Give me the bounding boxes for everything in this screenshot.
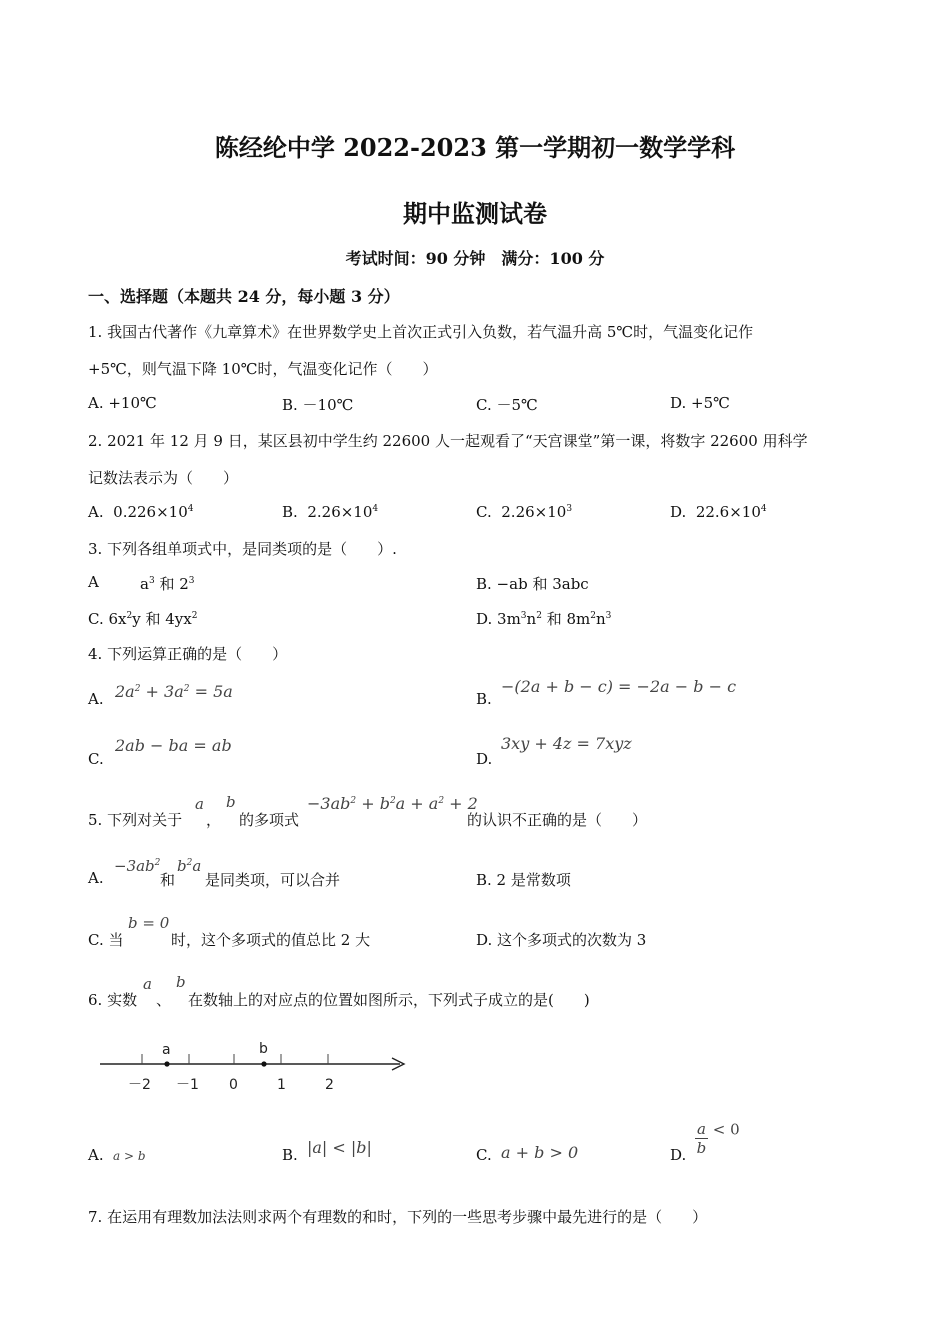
q2-option-c: C. $2.26\times 10^3$	[476, 503, 573, 521]
q3-option-d: D. $3m^3n^2$ 和 $8m^2n^3$	[476, 610, 612, 628]
q3-option-c: C. $6x^2y$ 和 $4yx^2$	[88, 610, 198, 628]
q1-option-c: C. －5℃	[476, 396, 538, 414]
q5-option-a-suffix: 是同类项，可以合并	[205, 871, 341, 889]
q3-option-a: $a^3$ 和 $2^3$	[140, 575, 195, 593]
q4-option-b-label: B.	[476, 690, 492, 708]
q6-option-d-label: D.	[670, 1146, 687, 1164]
q6-var-b: b	[176, 973, 186, 991]
q1-option-b: B. －10℃	[282, 396, 354, 414]
q5-option-a-expr2: $b^2a$	[177, 857, 202, 875]
q6-stem-suffix: 在数轴上的对应点的位置如图所示，下列式子成立的是( )	[188, 991, 590, 1009]
q1-stem-line2: +5℃，则气温下降 10℃时，气温变化记作（ ）	[88, 360, 438, 378]
q4-option-c-expr: 2ab − ba = ab	[115, 736, 232, 755]
q5-option-a-label: A.	[88, 869, 104, 887]
q6-option-d-expr: $\frac{a}{b}$ < 0	[696, 1120, 740, 1157]
tick-label: 2	[325, 1077, 334, 1093]
q1-stem-line1: 1. 我国古代著作《九章算术》在世界数学史上首次正式引入负数，若气温升高 5℃时，气温变化记作	[88, 323, 754, 341]
point-b-label: b	[259, 1041, 268, 1057]
q4-option-b-expr: −(2a + b − c) = −2a − b − c	[501, 677, 737, 696]
q4-option-a-expr: $2a^2 + 3a^2 = 5a$	[115, 682, 233, 701]
tick-label: 1	[277, 1077, 286, 1093]
q6-option-a-label: A.	[88, 1146, 104, 1164]
q7-stem: 7. 在运用有理数加法法则求两个有理数的和时，下列的一些思考步骤中最先进行的是（ ）	[88, 1208, 708, 1226]
q3-option-b: B. −ab 和 3abc	[476, 575, 589, 593]
point-b	[261, 1061, 266, 1066]
q5-polynomial: $-3ab^2 + b^2a + a^2 + 2$	[307, 794, 478, 813]
q4-stem: 4. 下列运算正确的是（ ）	[88, 645, 288, 663]
q6-option-c-label: C.	[476, 1146, 492, 1164]
q5-var-b: b	[226, 793, 236, 811]
exam-info: 考试时间：90 分钟 满分：100 分	[345, 249, 605, 268]
q5-stem-mid: 的多项式	[239, 811, 300, 829]
q2-stem-line1: 2. 2021 年 12 月 9 日，某区县初中学生约 22600 人一起观看了“天宫课堂”第一课，将数字 22600 用科学	[88, 432, 808, 450]
q1-option-d: D. +5℃	[670, 394, 730, 412]
q3-option-a-label: A	[88, 573, 99, 591]
q5-stem-suffix: 的认识不正确的是（ ）	[467, 811, 648, 829]
q6-option-c-expr: a + b > 0	[501, 1143, 579, 1162]
tick-label: －2	[128, 1077, 151, 1093]
q6-stem-prefix: 6. 实数	[88, 991, 138, 1009]
point-a	[164, 1061, 169, 1066]
q5-option-c-suffix: 时，这个多项式的值总比 2 大	[171, 931, 371, 949]
fraction: $\frac{a}{b}$	[696, 1120, 707, 1157]
q2-option-a: A. $0.226\times 10^4$	[88, 503, 194, 521]
q5-option-c-expr: b = 0	[128, 914, 170, 932]
q4-option-d-label: D.	[476, 750, 493, 768]
q5-comma: ，	[206, 811, 222, 829]
q6-separator: 、	[156, 991, 172, 1009]
q2-option-d: D. $22.6\times 10^4$	[670, 503, 767, 521]
tick-label: －1	[176, 1077, 199, 1093]
q6-var-a: a	[143, 975, 152, 993]
q4-option-d-expr: 3xy + 4z = 7xyz	[501, 734, 632, 753]
q5-stem-prefix: 5. 下列对关于	[88, 811, 183, 829]
q2-stem-line2: 记数法表示为（ ）	[88, 469, 239, 487]
q5-option-d: D. 这个多项式的次数为 3	[476, 931, 647, 949]
q5-option-a-and: 和	[160, 871, 176, 889]
tick-label: 0	[229, 1077, 238, 1093]
point-a-label: a	[162, 1042, 171, 1058]
q6-option-b-expr: |a| < |b|	[307, 1138, 372, 1157]
q3-stem: 3. 下列各组单项式中，是同类项的是（ ）.	[88, 540, 397, 558]
number-line-figure	[95, 1036, 415, 1100]
q5-option-c-label: C. 当	[88, 931, 124, 949]
page-subtitle: 期中监测试卷	[403, 199, 547, 228]
q4-option-a-label: A.	[88, 690, 104, 708]
section-heading: 一、选择题（本题共 24 分，每小题 3 分）	[88, 287, 400, 306]
q5-option-b: B. 2 是常数项	[476, 871, 571, 889]
q1-option-a: A. +10℃	[88, 394, 157, 412]
q6-option-b-label: B.	[282, 1146, 298, 1164]
q6-option-a-expr: a > b	[113, 1149, 146, 1163]
q4-option-c-label: C.	[88, 750, 104, 768]
page-title: 陈经纶中学 2022-2023 第一学期初一数学学科	[214, 133, 736, 162]
q5-var-a: a	[195, 795, 204, 813]
q2-option-b: B. $2.26\times 10^4$	[282, 503, 379, 521]
q5-option-a-expr1: $-3ab^2$	[114, 857, 161, 875]
